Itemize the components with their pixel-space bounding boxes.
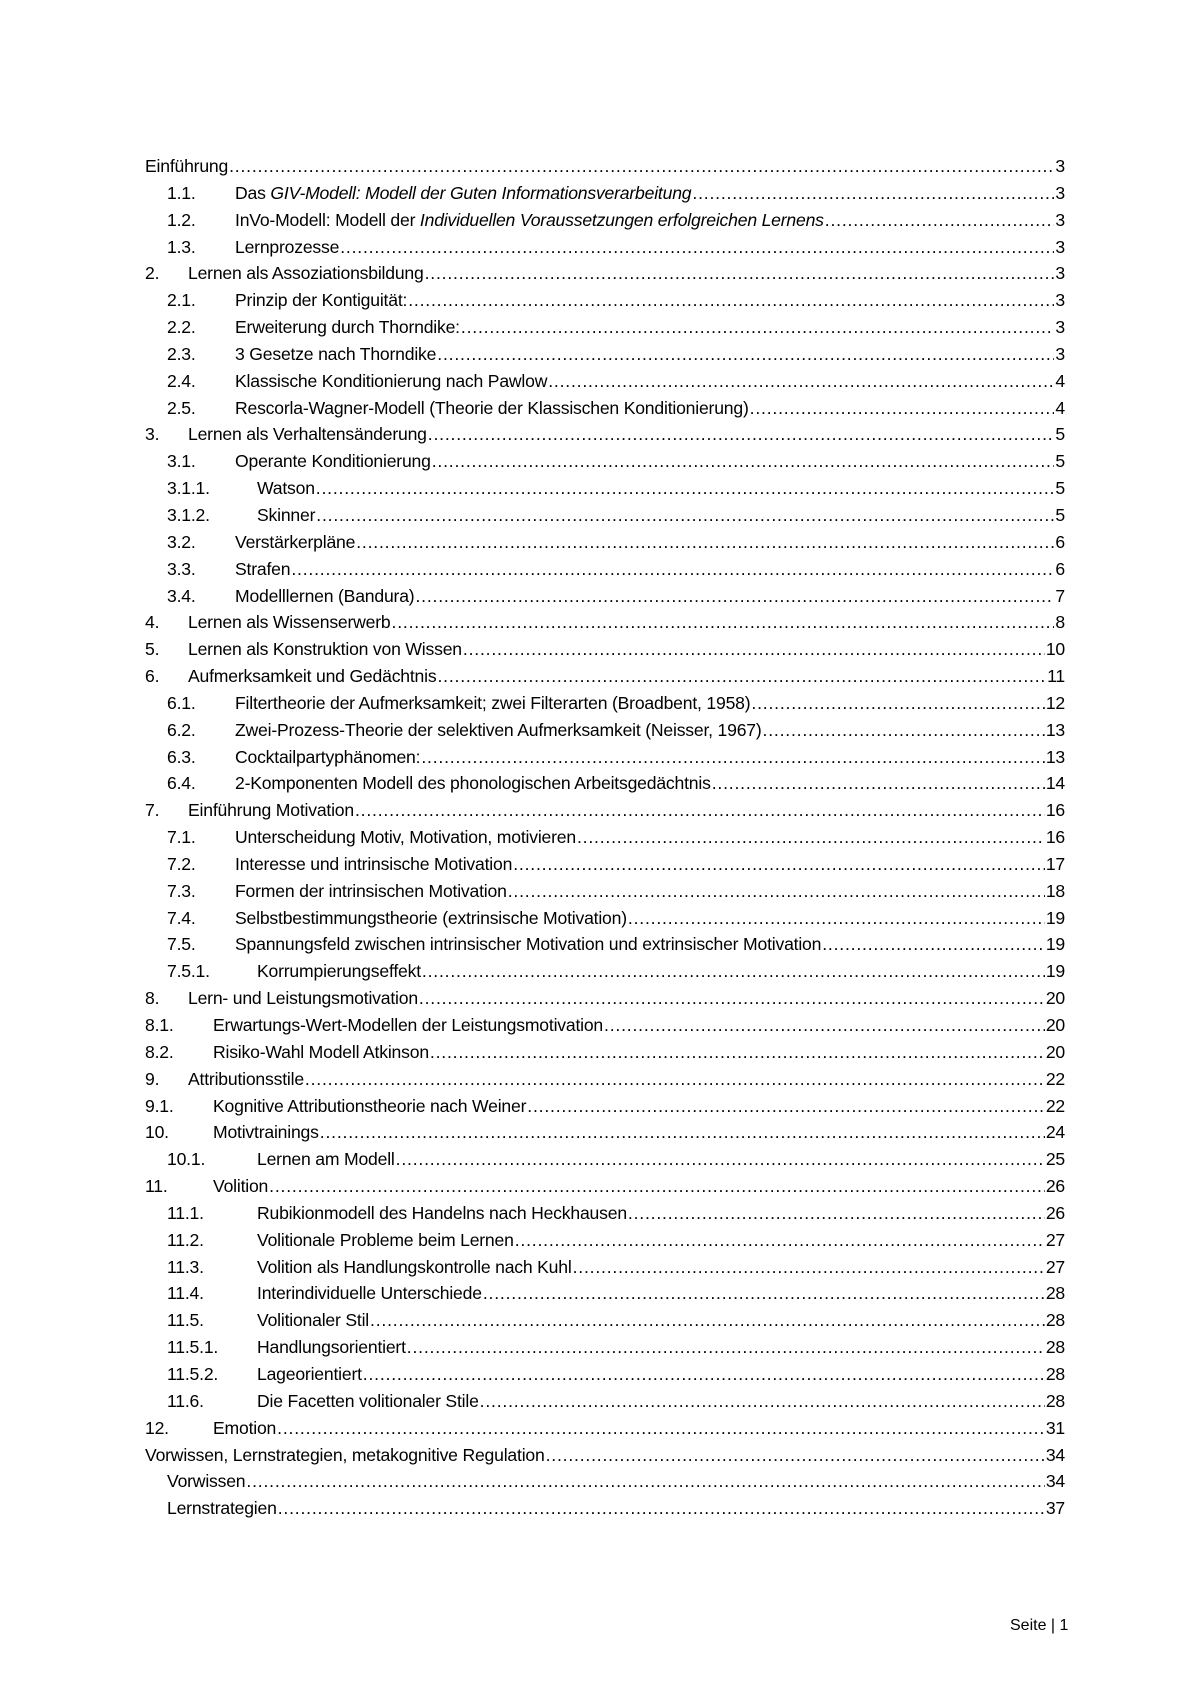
toc-entry-title: Unterscheidung Motiv, Motivation, motivieren [235,827,576,848]
toc-dot-leader [425,260,1055,287]
toc-entry-number: 9.1. [145,1095,174,1116]
toc-entry[interactable] [145,583,1065,610]
toc-dot-leader [437,341,1054,368]
toc-entry-page-number: 5 [1055,424,1065,445]
toc-entry-page-number: 5 [1055,504,1065,525]
toc-entry-number: 1.1. [167,182,196,203]
toc-entry[interactable] [145,851,1065,878]
toc-entry[interactable] [145,1119,1065,1146]
toc-entry-page-number: 25 [1045,1149,1065,1170]
toc-entry[interactable] [145,636,1065,663]
toc-dot-leader [278,1495,1045,1522]
toc-entry-number: 2.3. [167,343,196,364]
toc-entry-number: 2. [145,263,160,284]
toc-entry-number: 7.2. [167,853,196,874]
toc-entry-number: 8. [145,988,160,1009]
toc-dot-leader [548,368,1054,395]
toc-entry[interactable] [145,1334,1065,1361]
toc-entry-title: Erweiterung durch Thorndike: [235,317,460,338]
toc-dot-leader [415,583,1054,610]
toc-dot-leader [408,287,1054,314]
toc-entry-title: Interesse und intrinsische Motivation [235,853,513,874]
toc-entry-page-number: 16 [1045,800,1065,821]
toc-dot-leader [422,958,1045,985]
toc-entry-title: Volition als Handlungskontrolle nach Kuhl [257,1256,572,1277]
toc-dot-leader [340,234,1054,261]
toc-dot-leader [269,1173,1045,1200]
toc-entry-title: Operante Konditionierung [235,451,431,472]
toc-entry-title: Lernen als Verhaltensänderung [188,424,427,445]
toc-entry-number: 11. [145,1176,168,1197]
toc-entry-page-number: 17 [1045,853,1065,874]
toc-entry[interactable] [145,529,1065,556]
toc-entry-page-number: 28 [1045,1310,1065,1331]
toc-entry-page-number: 3 [1055,317,1065,338]
toc-dot-leader [508,878,1045,905]
toc-entry-title: 3 Gesetze nach Thorndike [235,343,437,364]
toc-dot-leader [628,1200,1045,1227]
toc-entry-title: Selbstbestimmungstheorie (extrinsische Motivation) [235,907,627,928]
toc-dot-leader [480,1388,1045,1415]
toc-entry-number: 11.3. [167,1256,204,1277]
toc-dot-leader [428,421,1055,448]
toc-entry-page-number: 6 [1055,531,1065,552]
toc-entry-page-number: 13 [1045,719,1065,740]
toc-entry-page-number: 19 [1045,907,1065,928]
toc-entry-page-number: 28 [1045,1337,1065,1358]
toc-dot-leader [750,395,1055,422]
toc-dot-leader [463,636,1045,663]
toc-entry[interactable] [145,905,1065,932]
toc-entry-page-number: 28 [1045,1283,1065,1304]
toc-dot-leader [316,502,1054,529]
toc-entry-page-number: 16 [1045,827,1065,848]
toc-entry-title: Lernen als Wissenserwerb [188,612,391,633]
toc-dot-leader [604,1012,1045,1039]
toc-entry-number: 11.1. [167,1202,204,1223]
toc-entry[interactable] [145,1388,1065,1415]
toc-dot-leader [277,1415,1045,1442]
toc-entry[interactable] [145,207,1065,234]
toc-entry-title: Volitionaler Stil [257,1310,369,1331]
toc-entry-number: 7.4. [167,907,196,928]
toc-entry-title: Einführung [145,156,229,176]
toc-entry-title [235,180,691,207]
toc-entry-number: 3. [145,424,160,445]
toc-entry[interactable] [145,1039,1065,1066]
toc-entry-page-number: 5 [1055,478,1065,499]
toc-entry[interactable] [145,502,1065,529]
toc-entry-page-number: 3 [1055,236,1065,257]
toc-entry[interactable] [145,1361,1065,1388]
toc-entry-page-number: 7 [1055,585,1065,606]
toc-entry-page-number: 27 [1045,1256,1065,1277]
toc-entry[interactable] [145,1280,1065,1307]
toc-dot-leader [515,1227,1045,1254]
toc-entry-title: Emotion [213,1417,277,1438]
toc-entry-title-italic: Individuellen Voraussetzungen erfolgreichen Lernens [419,209,824,230]
toc-entry-title: Lern- und Leistungsmotivation [188,988,418,1009]
toc-entry-title: Lernen als Konstruktion von Wissen [188,639,462,660]
toc-dot-leader [370,1307,1045,1334]
toc-entry-title: Strafen [235,558,291,579]
toc-entry-number: 11.5. [167,1310,204,1331]
toc-entry-number: 3.3. [167,558,196,579]
toc-entry-title: Attributionsstile [188,1068,304,1089]
toc-entry-title: Erwartungs-Wert-Modellen der Leistungsmotivation [213,1015,604,1035]
toc-dot-leader [825,207,1055,234]
toc-entry-page-number: 26 [1045,1176,1065,1197]
toc-entry-title: Verstärkerpläne [235,531,356,552]
toc-entry[interactable] [145,180,1065,207]
toc-entry-number: 1.3. [167,236,196,257]
toc-entry[interactable] [145,556,1065,583]
toc-entry[interactable] [145,1254,1065,1281]
toc-entry[interactable] [145,448,1065,475]
toc-entry[interactable] [145,368,1065,395]
toc-dot-leader [527,1093,1045,1120]
toc-entry-title-part: Das [235,182,271,203]
toc-dot-leader [229,153,1054,180]
toc-entry-title: Handlungsorientiert [257,1337,406,1358]
toc-dot-leader [246,1468,1044,1495]
toc-entry-title [235,207,824,234]
toc-entry-number: 7.5. [167,934,196,955]
toc-entry-page-number: 22 [1045,1068,1065,1089]
toc-entry-title: Zwei-Prozess-Theorie der selektiven Aufmerksamkeit (Neisser, 1967) [235,719,762,740]
toc-entry-number: 7.1. [167,827,196,848]
toc-entry[interactable] [145,744,1065,771]
toc-entry-number: 11.4. [167,1283,204,1304]
toc-entry[interactable] [145,690,1065,717]
toc-entry-page-number: 19 [1045,934,1065,955]
toc-entry-title: Risiko-Wahl Modell Atkinson [213,1041,429,1062]
toc-entry-title: Korrumpierungseffekt [257,961,421,982]
toc-entry[interactable] [145,717,1065,744]
toc-entry-number: 7. [145,800,160,821]
toc-dot-leader [430,1039,1045,1066]
toc-entry[interactable] [145,824,1065,851]
toc-entry-number: 10.1. [167,1149,206,1170]
toc-entry-page-number: 34 [1045,1444,1065,1465]
toc-entry-page-number: 28 [1045,1390,1065,1411]
toc-entry-page-number: 8 [1055,612,1065,633]
toc-entry-number: 3.1. [167,451,196,472]
toc-entry-title: Kognitive Attributionstheorie nach Weiner [213,1095,527,1116]
toc-entry-page-number: 20 [1045,988,1065,1009]
toc-entry-number: 3.1.2. [167,504,210,525]
toc-entry-number: 6.4. [167,773,196,794]
toc-entry-number: 5. [145,639,160,660]
toc-entry-number: 11.5.2. [167,1363,219,1384]
toc-dot-leader [320,1119,1045,1146]
toc-entry-page-number: 4 [1055,397,1065,418]
toc-entry-number: 2.5. [167,397,196,418]
toc-entry-page-number: 12 [1045,692,1065,713]
toc-entry[interactable] [145,931,1065,958]
toc-entry-page-number: 3 [1055,209,1065,230]
toc-entry-title-part: InVo-Modell: Modell der [235,209,420,230]
toc-entry-title: Einführung Motivation [188,800,354,821]
toc-entry-number: 3.1.1. [167,478,210,499]
toc-entry[interactable] [145,797,1065,824]
toc-entry-page-number: 3 [1055,263,1065,284]
toc-dot-leader [363,1361,1045,1388]
toc-entry-title: Filtertheorie der Aufmerksamkeit; zwei Filterarten (Broadbent, 1958) [235,692,751,713]
toc-entry-number: 6.3. [167,746,196,767]
toc-entry[interactable] [145,395,1065,422]
page-number-footer: Seite | 1 [1010,1617,1069,1634]
toc-entry[interactable] [145,1415,1065,1442]
toc-entry[interactable] [145,314,1065,341]
toc-entry-title: Klassische Konditionierung nach Pawlow [235,370,548,391]
toc-entry[interactable] [145,1093,1065,1120]
toc-entry[interactable] [145,234,1065,261]
toc-entry-page-number: 3 [1055,156,1065,176]
toc-entry-number: 10. [145,1122,169,1143]
toc-entry-page-number: 5 [1055,451,1065,472]
toc-entry-page-number: 26 [1045,1202,1065,1223]
toc-entry[interactable] [145,341,1065,368]
toc-dot-leader [437,663,1046,690]
toc-entry[interactable] [145,421,1065,448]
toc-entry-page-number: 18 [1045,880,1065,901]
toc-entry-number: 8.1. [145,1015,174,1035]
toc-entry-page-number: 13 [1045,746,1065,767]
toc-dot-leader [291,556,1054,583]
toc-entry[interactable] [145,1307,1065,1334]
toc-dot-leader [407,1334,1045,1361]
toc-entry[interactable] [145,1012,1065,1039]
toc-entry[interactable] [145,770,1065,797]
toc-entry[interactable] [145,1495,1065,1522]
toc-dot-leader [421,744,1045,771]
toc-entry-number: 8.2. [145,1041,174,1062]
toc-entry-page-number: 11 [1047,666,1065,687]
toc-dot-leader [419,985,1045,1012]
toc-entry[interactable] [145,1227,1065,1254]
toc-entry-number: 1.2. [167,209,196,230]
toc-entry-page-number: 22 [1045,1095,1065,1116]
toc-dot-leader [692,180,1054,207]
toc-dot-leader [751,690,1044,717]
toc-dot-leader [392,609,1055,636]
toc-dot-leader [432,448,1055,475]
toc-dot-leader [396,1146,1045,1173]
toc-entry[interactable] [145,287,1065,314]
toc-entry-page-number: 27 [1045,1229,1065,1250]
toc-entry-number: 6. [145,666,160,687]
toc-entry-title: Prinzip der Kontiguität: [235,290,408,311]
toc-entry-title: Vorwissen, Lernstrategien, metakognitive Regulation [145,1444,545,1465]
toc-entry-number: 7.3. [167,880,196,901]
toc-entry-page-number: 3 [1055,182,1065,203]
toc-entry-page-number: 31 [1045,1417,1065,1438]
toc-entry-title: Volition [213,1176,269,1197]
toc-entry-title: Watson [257,478,315,499]
toc-dot-leader [577,824,1045,851]
toc-entry[interactable] [145,1173,1065,1200]
toc-entry-page-number: 3 [1055,290,1065,311]
toc-entry[interactable] [145,1200,1065,1227]
toc-entry-page-number: 10 [1045,639,1065,660]
toc-dot-leader [546,1442,1045,1469]
toc-entry[interactable] [145,878,1065,905]
toc-entry[interactable] [145,958,1065,985]
toc-dot-leader [305,1066,1045,1093]
toc-entry-number: 4. [145,612,160,633]
toc-entry-number: 3.4. [167,585,196,606]
toc-entry[interactable] [145,1468,1065,1495]
toc-entry-title: Modelllernen (Bandura) [235,585,415,606]
toc-entry-title: Rescorla-Wagner-Modell (Theorie der Klassischen Konditionierung) [235,397,749,418]
toc-entry[interactable] [145,663,1065,690]
toc-entry-page-number: 20 [1045,1015,1065,1035]
toc-entry-number: 11.6. [167,1390,204,1411]
toc-entry[interactable] [145,1146,1065,1173]
toc-entry-title: Lernprozesse [235,236,340,257]
toc-dot-leader [822,931,1045,958]
toc-dot-leader [316,475,1055,502]
toc-entry-title: Lernen als Assoziationsbildung [188,263,424,284]
toc-entry-page-number: 4 [1055,370,1065,391]
toc-dot-leader [712,770,1045,797]
toc-entry[interactable] [145,1066,1065,1093]
toc-entry-title: Rubikionmodell des Handelns nach Heckhausen [257,1202,627,1223]
toc-entry-page-number: 3 [1055,343,1065,364]
toc-entry-page-number: 37 [1045,1498,1065,1519]
toc-entry-page-number: 14 [1045,773,1065,794]
toc-entry-title: Volitionale Probleme beim Lernen [257,1229,514,1250]
toc-entry-number: 11.2. [167,1229,204,1250]
toc-entry[interactable] [145,475,1065,502]
toc-entry-number: 6.1. [167,692,196,713]
toc-entry-title: Spannungsfeld zwischen intrinsischer Motivation und extrinsischer Motivation [235,934,822,955]
toc-entry[interactable] [145,153,1065,180]
toc-entry-number: 9. [145,1068,160,1089]
toc-entry-page-number: 28 [1045,1363,1065,1384]
toc-entry-title: Lageorientiert [257,1363,362,1384]
toc-entry-number: 3.2. [167,531,196,552]
toc-dot-leader [356,529,1054,556]
toc-entry-page-number: 20 [1045,1041,1065,1062]
toc-entry[interactable] [145,985,1065,1012]
toc-entry-page-number: 6 [1055,558,1065,579]
toc-entry-page-number: 19 [1045,961,1065,982]
toc-entry[interactable] [145,260,1065,287]
toc-entry-title: Die Facetten volitionaler Stile [257,1390,479,1411]
toc-entry-title: Interindividuelle Unterschiede [257,1283,482,1304]
toc-entry-page-number: 24 [1045,1122,1065,1143]
toc-entry-number: 2.4. [167,370,196,391]
toc-entry-title: Aufmerksamkeit und Gedächtnis [188,666,437,687]
toc-entry-title: Cocktailpartyphänomen: [235,746,421,767]
toc-dot-leader [573,1254,1045,1281]
toc-dot-leader [763,717,1045,744]
toc-entry-page-number: 34 [1045,1471,1065,1492]
toc-entry-title: Lernstrategien [167,1498,277,1519]
toc-entry-title: Vorwissen [167,1471,246,1492]
toc-entry-number: 2.1. [167,290,196,311]
toc-entry-number: 7.5.1. [167,961,210,982]
toc-dot-leader [628,905,1045,932]
toc-entry-number: 12. [145,1417,169,1438]
toc-entry-number: 11.5.1. [167,1337,219,1358]
toc-dot-leader [513,851,1045,878]
toc-entry-title: 2-Komponenten Modell des phonologischen Arbeitsgedächtnis [235,773,711,794]
toc-entry-number: 2.2. [167,317,196,338]
toc-entry-title: Skinner [257,504,316,525]
toc-entry-number: 6.2. [167,719,196,740]
toc-entry-title-italic: GIV-Modell: Modell der Guten Informationsverarbeitung [270,182,692,203]
toc-dot-leader [483,1280,1045,1307]
toc-dot-leader [461,314,1055,341]
toc-entry-title: Formen der intrinsischen Motivation [235,880,507,901]
table-of-contents [145,153,1065,1522]
toc-entry-title: Lernen am Modell [257,1149,395,1170]
toc-entry-title: Motivtrainings [213,1122,319,1143]
toc-dot-leader [355,797,1045,824]
toc-entry[interactable] [145,609,1065,636]
toc-entry[interactable] [145,1442,1065,1469]
